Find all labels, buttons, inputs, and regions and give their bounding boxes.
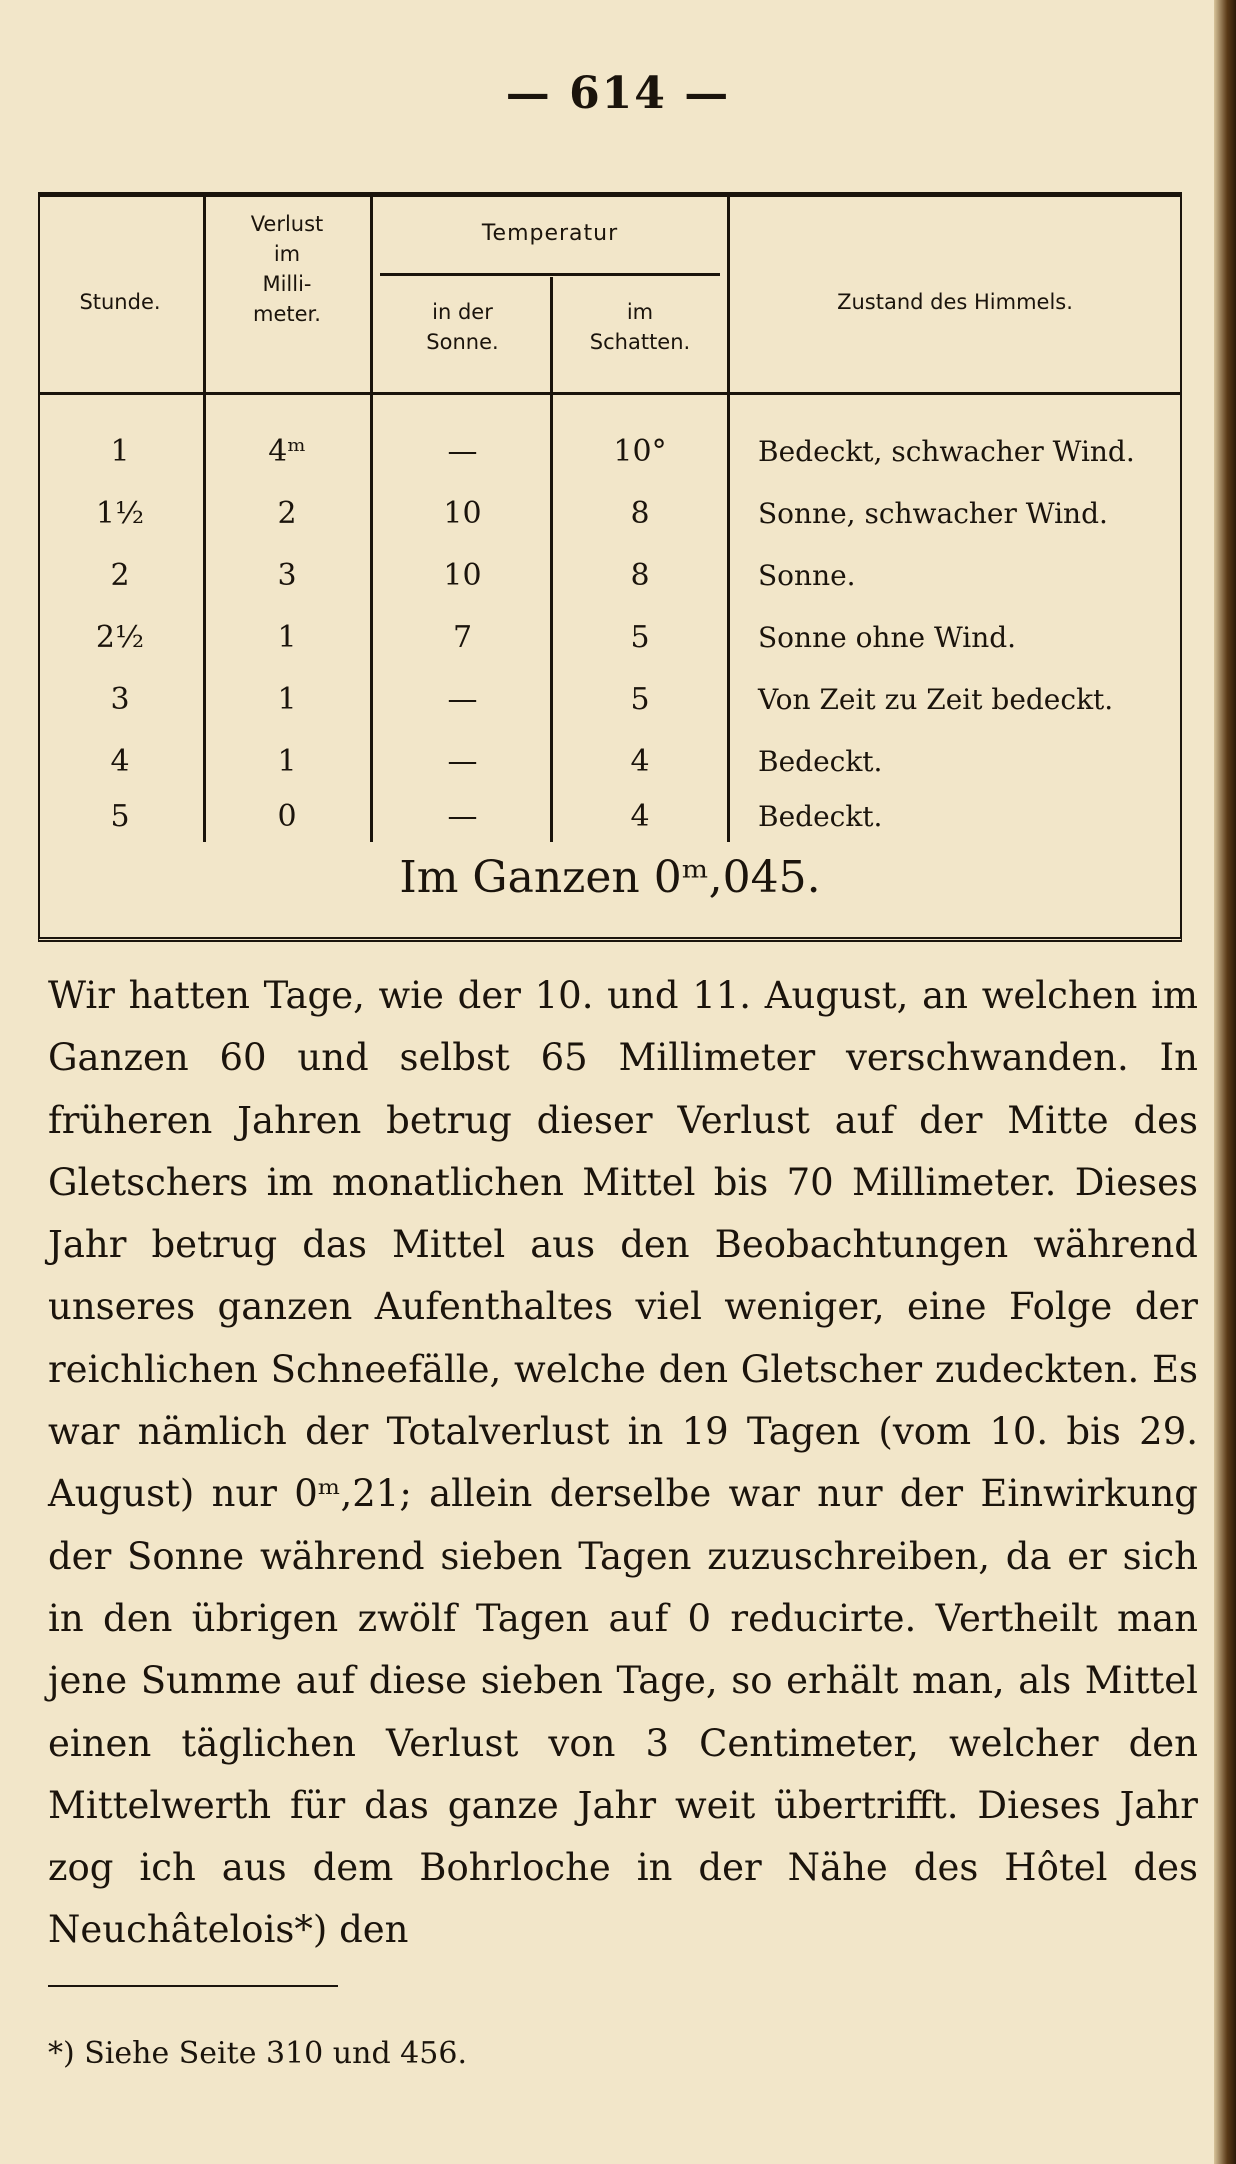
cell-schatten: 4 (630, 744, 650, 779)
cell-verlust: 1 (277, 620, 297, 655)
footnote-divider (48, 1985, 338, 1987)
cell-sonne: 10 (443, 496, 482, 531)
cell-stunde: 5 (110, 799, 130, 834)
cell-sonne: 10 (443, 558, 482, 593)
cell-zustand: Bedeckt. (758, 800, 883, 833)
cell-zustand: Bedeckt, schwacher Wind. (758, 435, 1135, 468)
header-verlust (206, 209, 368, 329)
footnote: *) Siehe Seite 310 und 456. (48, 2036, 467, 2071)
measurement-table (38, 192, 1182, 942)
cell-schatten: 8 (630, 496, 650, 531)
header-verlust-line2: im (273, 242, 301, 266)
cell-stunde: 3 (110, 682, 130, 717)
header-stunde: Stunde. (79, 290, 161, 314)
header-schatten (553, 297, 727, 357)
cell-verlust: 1 (277, 682, 297, 717)
cell-sonne: — (447, 434, 478, 469)
cell-sonne: — (447, 744, 478, 779)
page-number: — 614 — (505, 68, 731, 119)
cell-zustand: Von Zeit zu Zeit bedeckt. (758, 683, 1114, 716)
header-temperatur: Temperatur (481, 221, 619, 246)
header-verlust-line1: Verlust (250, 212, 324, 236)
cell-verlust: 4ᵐ (268, 434, 306, 469)
header-schatten-line2: Schatten. (589, 330, 691, 354)
cell-zustand: Bedeckt. (758, 745, 883, 778)
cell-sonne: — (447, 682, 478, 717)
header-verlust-line4: meter. (253, 302, 321, 326)
cell-zustand: Sonne. (758, 559, 856, 592)
cell-stunde: 4 (110, 744, 130, 779)
body-paragraph: Wir hatten Tage, wie der 10. und 11. August, an welchen im Ganzen 60 und selbst 65 Millimeter verschwanden. In früheren Jahren betrug dieser Verlust auf der Mitte des Gletschers im monatlichen Mittel bis 70 Millimeter. Dieses Jahr betrug das Mittel aus den Beobachtungen während unseres ganzen Aufenthaltes viel weniger, eine Folge der reichlichen Schneefälle, welche den Gletscher zudeckten. Es war nämlich der Totalverlust in 19 Tagen (vom 10. bis 29. August) nur 0ᵐ,21; allein derselbe war nur der Einwirkung der Sonne während sieben Tagen zuzuschreiben, da er sich in den übrigen zwölf Tagen auf 0 reducirte. Vertheilt man jene Summe auf diese sieben Tage, so erhält man, als Mittel einen täglichen Verlust von 3 Centimeter, welcher den Mittelwerth für das ganze Jahr weit übertrifft. Dieses Jahr zog ich aus dem Bohrloche in der Nähe des Hôtel des Neuchâtelois*) den (48, 974, 1198, 1952)
cell-stunde: 1 (110, 434, 130, 469)
cell-stunde: 2½ (95, 620, 145, 655)
cell-zustand: Sonne, schwacher Wind. (758, 497, 1108, 530)
header-sonne-line2: Sonne. (426, 330, 499, 354)
cell-verlust: 1 (277, 744, 297, 779)
header-zustand: Zustand des Himmels. (837, 290, 1073, 314)
cell-schatten: 10° (613, 434, 667, 469)
cell-stunde: 1½ (95, 496, 145, 531)
cell-verlust: 2 (277, 496, 297, 531)
cell-stunde: 2 (110, 558, 130, 593)
cell-sonne: 7 (452, 620, 473, 655)
cell-schatten: 8 (630, 558, 650, 593)
cell-schatten: 5 (630, 682, 650, 717)
header-sonne-line1: in der (432, 300, 493, 324)
header-sonne (375, 297, 550, 357)
cell-zustand: Sonne ohne Wind. (758, 621, 1017, 654)
header-verlust-line3: Milli- (262, 272, 312, 296)
header-schatten-line1: im (626, 300, 654, 324)
table-total: Im Ganzen 0ᵐ,045. (399, 852, 821, 903)
cell-verlust: 0 (277, 799, 297, 834)
book-spine (1214, 0, 1236, 2164)
cell-schatten: 5 (630, 620, 650, 655)
cell-schatten: 4 (630, 799, 650, 834)
cell-verlust: 3 (277, 558, 297, 593)
cell-sonne: — (447, 799, 478, 834)
